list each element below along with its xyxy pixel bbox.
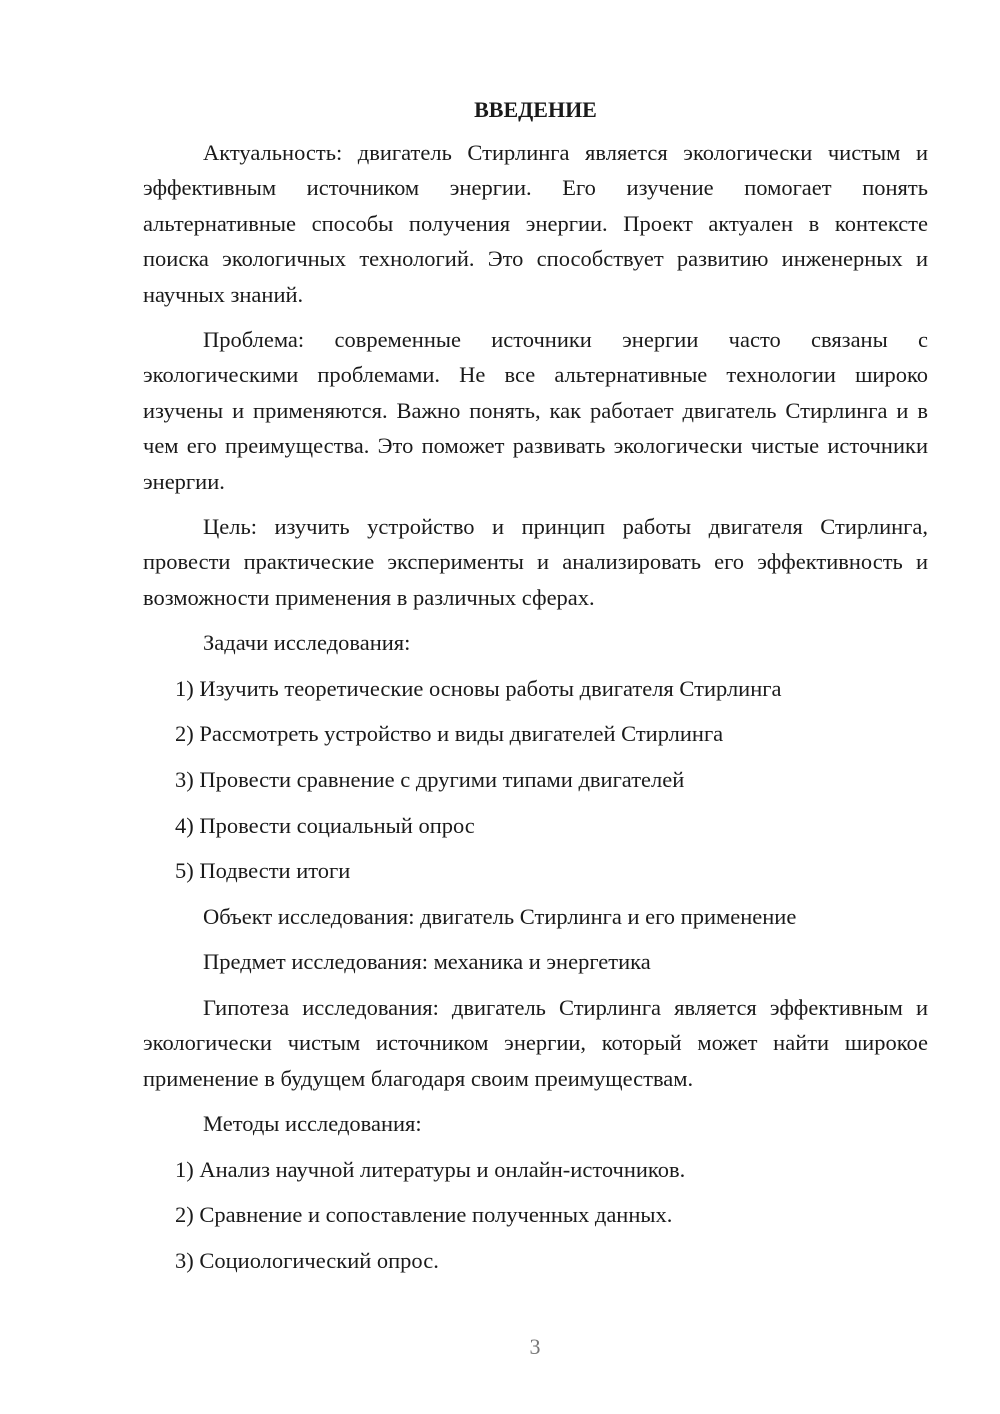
task-item-2: 2) Рассмотреть устройство и виды двигателей Стирлинга xyxy=(175,721,724,747)
hypothesis-paragraph: Гипотеза исследования: двигатель Стирлинга является эффективным и экологически чистым источником энергии, который может найти широкое применение в будущем благодаря своим преимуществам. xyxy=(143,995,928,1091)
page-content xyxy=(143,95,928,1289)
page-number: 3 xyxy=(529,1334,541,1359)
methods-heading: Методы исследования: xyxy=(203,1111,422,1137)
method-item-1: 1) Анализ научной литературы и онлайн-источников. xyxy=(175,1156,686,1182)
tasks-heading: Задачи исследования: xyxy=(203,630,411,656)
task-item-4: 4) Провести социальный опрос xyxy=(175,812,475,838)
task-item-5: 5) Подвести итоги xyxy=(175,858,351,884)
task-item-3: 3) Провести сравнение с другими типами двигателей xyxy=(175,767,685,793)
problem-paragraph: Проблема: современные источники энергии часто связаны с экологическими проблемами. Не все альтернативные технологии широко изучены и применяются. Важно понять, как работает двигатель Стирлинга и в чем его преимущества. Это поможет развивать экологически чистые источники энергии. xyxy=(143,327,928,494)
task-item-1: 1) Изучить теоретические основы работы двигателя Стирлинга xyxy=(175,675,782,701)
relevance-paragraph: Актуальность: двигатель Стирлинга является экологически чистым и эффективным источником энергии. Его изучение помогает понять альтернативные способы получения энергии. Проект актуален в контексте поиска экологичных технологий. Это способствует развитию инженерных и научных знаний. xyxy=(143,140,928,307)
goal-paragraph: Цель: изучить устройство и принцип работы двигателя Стирлинга, провести практические эксперименты и анализировать его эффективность и возможности применения в различных сферах. xyxy=(143,514,928,610)
object-line: Объект исследования: двигатель Стирлинга и его применение xyxy=(203,903,797,929)
methods-list xyxy=(143,1152,928,1279)
tasks-list xyxy=(143,671,928,889)
method-item-3: 3) Социологический опрос. xyxy=(175,1248,439,1274)
subject-line: Предмет исследования: механика и энергетика xyxy=(203,949,651,975)
method-item-2: 2) Сравнение и сопоставление полученных данных. xyxy=(175,1202,673,1228)
section-title: ВВЕДЕНИЕ xyxy=(474,97,597,122)
